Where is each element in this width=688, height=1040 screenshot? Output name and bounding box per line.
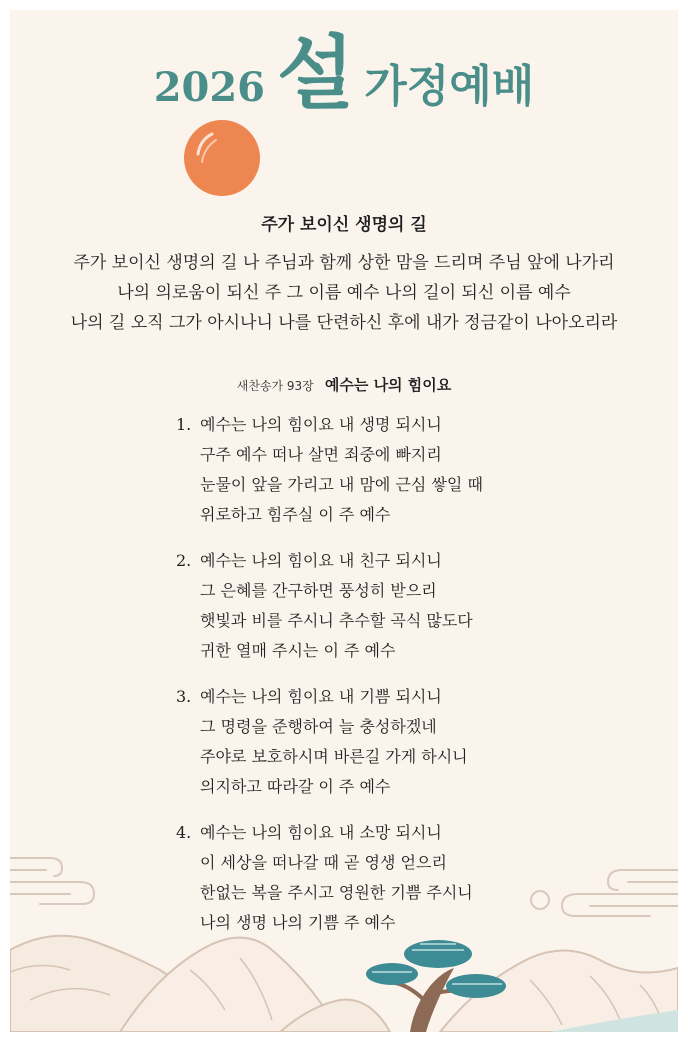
worship-card bbox=[10, 10, 678, 1032]
stanza-line: 그 은혜를 간구하면 풍성히 받으리 bbox=[200, 581, 437, 600]
sun-icon bbox=[182, 118, 262, 198]
stanza-line: 한없는 복을 주시고 영원한 기쁨 주시니 bbox=[200, 883, 473, 902]
stanza-line: 그 명령을 준행하여 늘 충성하겠네 bbox=[200, 717, 437, 736]
stanza-lines bbox=[200, 818, 473, 938]
hymn-heading bbox=[10, 374, 678, 395]
verse-line: 나의 길 오직 그가 아시나니 나를 단련하신 후에 내가 정금같이 나아오리라 bbox=[70, 313, 618, 333]
stanza-line: 구주 예수 떠나 살면 죄중에 빠지리 bbox=[200, 445, 442, 464]
stanza-lines bbox=[200, 410, 483, 530]
title-rest: 가정예배 bbox=[364, 61, 535, 112]
stanza-line: 나의 생명 나의 기쁨 주 예수 bbox=[200, 913, 396, 932]
stanza-line: 의지하고 따라갈 이 주 예수 bbox=[200, 777, 391, 796]
verse-line: 주가 보이신 생명의 길 나 주님과 함께 상한 맘을 드리며 주님 앞에 나가리 bbox=[73, 253, 615, 273]
section-title: 주가 보이신 생명의 길 bbox=[261, 215, 427, 235]
stanza-number: 1. bbox=[176, 415, 192, 434]
hymn-stanzas bbox=[176, 410, 616, 954]
title-year: 2026 bbox=[153, 64, 266, 111]
stanza-number: 3. bbox=[176, 687, 192, 706]
stanza-2 bbox=[176, 546, 616, 666]
stanza-line: 햇빛과 비를 주시니 추수할 곡식 많도다 bbox=[200, 611, 473, 630]
stanza-line: 귀한 열매 주시는 이 주 예수 bbox=[200, 641, 396, 660]
stanza-line: 이 세상을 떠나갈 때 곧 영생 얻으리 bbox=[200, 853, 447, 872]
stanza-number: 2. bbox=[176, 551, 192, 570]
hymn-number: 새찬송가 93장 bbox=[236, 379, 314, 393]
hymn-name: 예수는 나의 힘이요 bbox=[324, 376, 452, 394]
stanza-number: 4. bbox=[176, 823, 192, 842]
stanza-line: 눈물이 앞을 가리고 내 맘에 근심 쌓일 때 bbox=[200, 475, 483, 494]
stanza-line: 예수는 나의 힘이요 내 소망 되시니 bbox=[200, 823, 442, 842]
stanza-line: 예수는 나의 힘이요 내 친구 되시니 bbox=[200, 551, 442, 570]
stanza-lines bbox=[200, 682, 468, 802]
stanza-1 bbox=[176, 410, 616, 530]
stanza-4 bbox=[176, 818, 616, 938]
cloud-left-icon bbox=[10, 858, 94, 904]
stanza-line: 예수는 나의 힘이요 내 기쁨 되시니 bbox=[200, 687, 442, 706]
verse-block bbox=[10, 248, 678, 338]
stanza-3 bbox=[176, 682, 616, 802]
stanza-lines bbox=[200, 546, 473, 666]
title-seol: 설 bbox=[277, 27, 355, 120]
verse-line: 나의 의로움이 되신 주 그 이름 예수 나의 길이 되신 이름 예수 bbox=[117, 283, 571, 303]
page-title bbox=[10, 27, 678, 120]
stanza-line: 위로하고 힘주실 이 주 예수 bbox=[200, 505, 391, 524]
stanza-line: 주야로 보호하시며 바른길 가게 하시니 bbox=[200, 747, 468, 766]
stanza-line: 예수는 나의 힘이요 내 생명 되시니 bbox=[200, 415, 442, 434]
